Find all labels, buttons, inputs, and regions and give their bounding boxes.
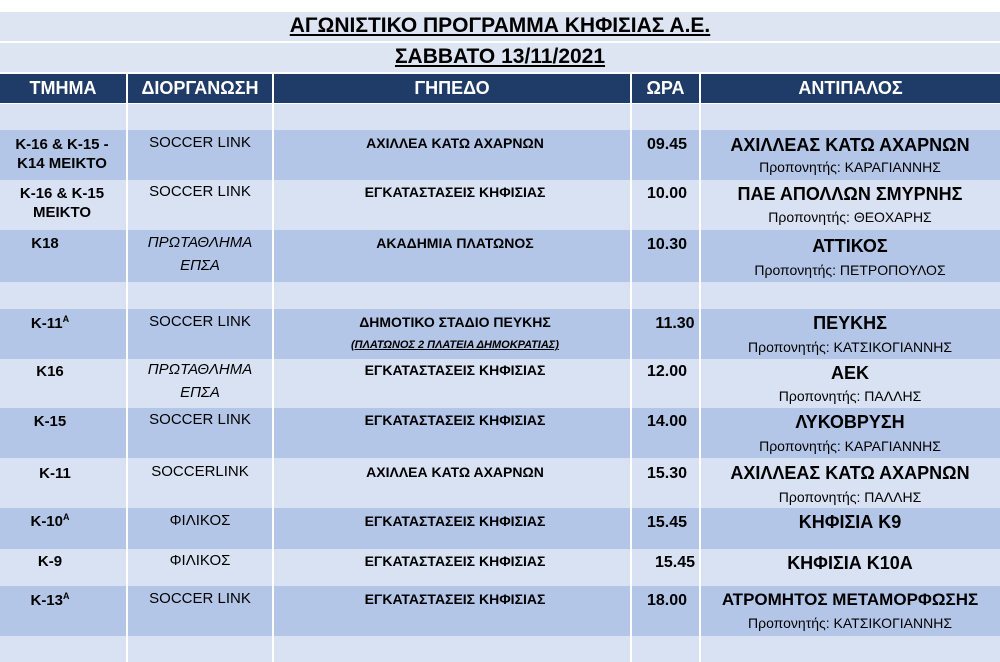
- competition-cell-line2: ΕΠΣΑ: [180, 384, 220, 401]
- venue-cell: ΕΓΚΑΤΑΣΤΑΣΕΙΣ ΚΗΦΙΣΙΑΣ: [364, 513, 546, 529]
- opponent-cell: ΚΗΦΙΣΙΑ Κ9: [798, 512, 902, 532]
- spacer-row: [0, 282, 1000, 309]
- team-cell: Κ-15: [33, 413, 67, 430]
- header-venue: ΓΗΠΕΔΟ: [274, 74, 632, 103]
- time-cell: 10.00: [646, 185, 688, 202]
- competition-cell: SOCCER LINK: [149, 183, 251, 200]
- team-cell-line2: ΜΕΙΚΤΟ: [32, 204, 92, 221]
- team-cell: Κ-11: [39, 465, 71, 482]
- header-team: ΤΜΗΜΑ: [0, 74, 128, 103]
- opponent-cell: ΑΤΡΟΜΗΤΟΣ ΜΕΤΑΜΟΡΦΩΣΗΣ: [721, 590, 979, 609]
- competition-cell: ΦΙΛΙΚΟΣ: [169, 552, 231, 569]
- opponent-cell: ΠΕΥΚΗΣ: [813, 313, 887, 333]
- coach-cell: Προπονητής: ΚΑΤΣΙΚΟΓΙΑΝΝΗΣ: [748, 615, 952, 631]
- table-row: [0, 130, 1000, 180]
- venue-cell: ΕΓΚΑΤΑΣΤΑΣΕΙΣ ΚΗΦΙΣΙΑΣ: [364, 362, 546, 378]
- table-row: [0, 458, 1000, 508]
- coach-cell: Προπονητής: ΘΕΟΧΑΡΗΣ: [768, 209, 932, 225]
- table-row: [0, 309, 1000, 359]
- header-time: ΩΡΑ: [632, 74, 701, 103]
- time-cell: 12.00: [646, 363, 688, 380]
- competition-cell: SOCCERLINK: [151, 463, 249, 480]
- competition-cell: SOCCER LINK: [149, 590, 251, 607]
- time-cell: 14.00: [646, 413, 688, 430]
- date-row: [0, 43, 1000, 73]
- opponent-cell: ΚΗΦΙΣΙΑ Κ10Α: [787, 553, 913, 573]
- opponent-cell: ΑΧΙΛΛΕΑΣ ΚΑΤΩ ΑΧΑΡΝΩΝ: [730, 135, 970, 155]
- time-cell: 10.30: [646, 236, 688, 253]
- team-cell-line2: Κ14 ΜΕΙΚΤΟ: [17, 155, 107, 172]
- table-row: [0, 508, 1000, 549]
- table-row: [0, 549, 1000, 586]
- team-cell: $K-10^A$: [30, 512, 70, 530]
- time-cell: 09.45: [646, 136, 688, 153]
- coach-cell: Προπονητής: ΠΕΤΡΟΠΟΥΛΟΣ: [754, 262, 946, 278]
- venue-cell: ΑΚΑΔΗΜΙΑ ΠΛΑΤΩΝΟΣ: [376, 235, 534, 251]
- coach-cell: Προπονητής: ΠΑΛΛΗΣ: [778, 388, 922, 404]
- table-row: [0, 586, 1000, 636]
- competition-cell: ΠΡΩΤΑΘΛΗΜΑ: [147, 361, 253, 378]
- competition-cell: ΠΡΩΤΑΘΛΗΜΑ: [147, 234, 253, 251]
- competition-cell: SOCCER LINK: [149, 411, 251, 428]
- team-cell: $K-11^A$: [30, 314, 70, 332]
- time-cell: 11.30: [655, 315, 695, 332]
- spacer-row: [0, 104, 1000, 130]
- coach-cell: Προπονητής: ΚΑΤΣΙΚΟΓΙΑΝΝΗΣ: [748, 339, 952, 355]
- competition-cell: SOCCER LINK: [149, 134, 251, 151]
- table-row: [0, 359, 1000, 408]
- venue-cell: ΕΓΚΑΤΑΣΤΑΣΕΙΣ ΚΗΦΙΣΙΑΣ: [364, 591, 546, 607]
- opponent-cell: ΠΑΕ ΑΠΟΛΛΩΝ ΣΜΥΡΝΗΣ: [737, 184, 963, 204]
- time-cell: 15.45: [654, 554, 696, 571]
- venue-cell: ΕΓΚΑΤΑΣΤΑΣΕΙΣ ΚΗΦΙΣΙΑΣ: [364, 412, 546, 428]
- team-cell: $K-13^A$: [30, 591, 70, 609]
- page-title: ΑΓΩΝΙΣΤΙΚΟ ΠΡΟΓΡΑΜΜΑ ΚΗΦΙΣΙΑΣ Α.Ε.: [289, 14, 711, 37]
- venue-address: (ΠΛΑΤΩΝΟΣ 2 ΠΛΑΤΕΙΑ ΔΗΜΟΚΡΑΤΙΑΣ): [351, 339, 559, 351]
- time-cell: 15.30: [646, 465, 688, 482]
- table-row: [0, 408, 1000, 458]
- venue-cell: ΑΧΙΛΛΕΑ ΚΑΤΩ ΑΧΑΡΝΩΝ: [366, 464, 544, 480]
- opponent-cell: ΑΤΤΙΚΟΣ: [812, 236, 888, 256]
- spacer-row: [0, 636, 1000, 662]
- opponent-cell: ΑΕΚ: [830, 363, 869, 383]
- team-cell: Κ16: [36, 363, 64, 380]
- venue-cell: ΕΓΚΑΤΑΣΤΑΣΕΙΣ ΚΗΦΙΣΙΑΣ: [364, 184, 546, 200]
- time-cell: 18.00: [646, 592, 688, 609]
- venue-cell: ΔΗΜΟΤΙΚΟ ΣΤΑΔΙΟ ΠΕΥΚΗΣ: [359, 314, 551, 330]
- schedule-date: ΣΑΒΒΑΤΟ 13/11/2021: [394, 45, 606, 68]
- header-competition: ΔΙΟΡΓΑΝΩΣΗ: [128, 74, 274, 103]
- coach-cell: Προπονητής: ΠΑΛΛΗΣ: [778, 489, 922, 505]
- competition-cell: ΦΙΛΙΚΟΣ: [169, 512, 231, 529]
- opponent-cell: ΛΥΚΟΒΡΥΣΗ: [795, 412, 905, 432]
- table-row: [0, 180, 1000, 230]
- competition-cell-line2: ΕΠΣΑ: [180, 257, 220, 274]
- coach-cell: Προπονητής: ΚΑΡΑΓΙΑΝΝΗΣ: [759, 438, 941, 454]
- time-cell: 15.45: [646, 514, 688, 531]
- team-cell: Κ-16 & Κ-15 -: [15, 136, 109, 153]
- header-row: [0, 74, 1000, 103]
- team-cell: Κ-16 & Κ-15: [19, 185, 105, 202]
- coach-cell: Προπονητής: ΚΑΡΑΓΙΑΝΝΗΣ: [759, 159, 941, 175]
- opponent-cell: ΑΧΙΛΛΕΑΣ ΚΑΤΩ ΑΧΑΡΝΩΝ: [730, 463, 970, 483]
- competition-cell: SOCCER LINK: [149, 313, 251, 330]
- team-cell: Κ-9: [37, 553, 63, 570]
- table-row: [0, 230, 1000, 282]
- header-opponent: ΑΝΤΙΠΑΛΟΣ: [798, 78, 903, 98]
- venue-cell: ΑΧΙΛΛΕΑ ΚΑΤΩ ΑΧΑΡΝΩΝ: [366, 135, 544, 151]
- team-cell: Κ18: [31, 235, 59, 252]
- title-row: [0, 12, 1000, 42]
- venue-cell: ΕΓΚΑΤΑΣΤΑΣΕΙΣ ΚΗΦΙΣΙΑΣ: [364, 553, 546, 569]
